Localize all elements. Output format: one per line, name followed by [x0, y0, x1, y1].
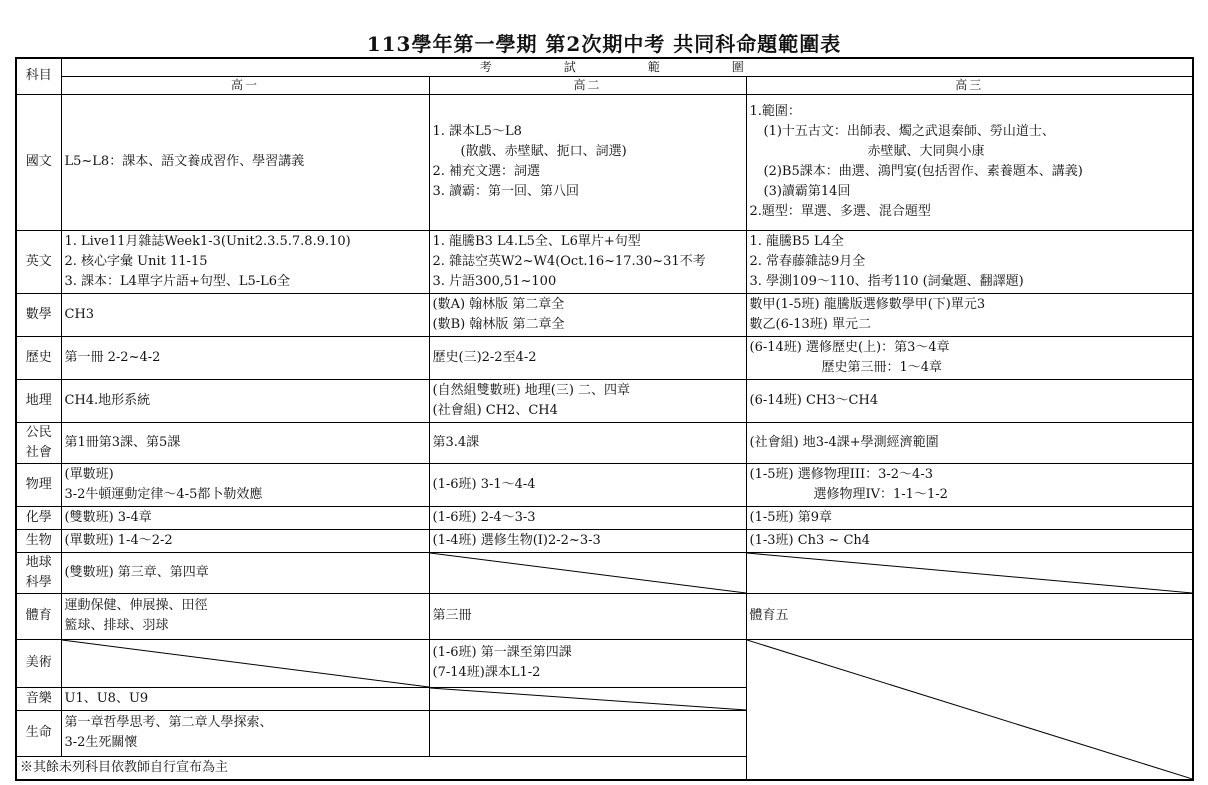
- geography-g2: [429, 379, 746, 422]
- chinese-g3: [746, 94, 1193, 230]
- art-g2-line: (7-14班)課本L1-2: [432, 665, 541, 680]
- subject-physics: 物理: [16, 463, 61, 506]
- history-g3: [746, 336, 1193, 379]
- pe-g3: 體育五: [746, 593, 1193, 639]
- math-g3-line: 數乙(6-13班) 單元二: [749, 316, 871, 332]
- g3-empty-block: [746, 639, 1193, 780]
- geography-g3: (6-14班) CH3～CH4: [746, 379, 1193, 422]
- pe-g1-line: 籃球、排球、羽球: [64, 618, 169, 633]
- earth-science-g3-empty: [746, 552, 1193, 593]
- subject-civics: [16, 422, 61, 463]
- physics-g1-line: (單數班): [64, 466, 114, 482]
- music-g1: U1、U8、U9: [61, 687, 429, 710]
- english-g1-line: 2. 核心字彙 Unit 11-15: [64, 253, 208, 269]
- subject-geography: 地理: [16, 379, 61, 422]
- chinese-g3-line: (3)讀霸第14回: [763, 184, 851, 199]
- row-civics: [16, 422, 1193, 463]
- chinese-g2-line: 2. 補充文選：詞選: [432, 164, 541, 179]
- subject-math: 數學: [16, 293, 61, 336]
- grade-1-header: 高一: [61, 76, 429, 94]
- footnote: ※其餘未列科目依教師自行宣布為主: [16, 756, 746, 780]
- english-g3-line: 1. 龍騰B5 L4全: [749, 233, 844, 249]
- math-g2-line: (數B) 翰林版 第二章全: [432, 316, 565, 332]
- header-row-scope: [16, 58, 1193, 76]
- exam-scope-table: [15, 57, 1194, 781]
- history-g2: 歷史(三)2-2至4-2: [429, 336, 746, 379]
- english-g2: [429, 230, 746, 293]
- subject-history: 歷史: [16, 336, 61, 379]
- subject-chemistry: 化學: [16, 506, 61, 529]
- physics-g3: [746, 463, 1193, 506]
- row-history: [16, 336, 1193, 379]
- history-g3-line: 歷史第三冊：1～4章: [821, 359, 943, 375]
- diagonal-line: [430, 553, 746, 593]
- geography-g1: CH4.地形系統: [61, 379, 429, 422]
- biology-g1: (單數班) 1-4～2-2: [61, 529, 429, 552]
- chinese-g1: L5~L8：課本、語文養成習作、學習講義: [61, 94, 429, 230]
- chinese-g2-line: 1. 課本L5～L8: [432, 124, 522, 139]
- diagonal-line: [747, 553, 1193, 593]
- chemistry-g3: (1-5班) 第9章: [746, 506, 1193, 529]
- chinese-g3-line: (1)十五古文：出師表、燭之武退秦師、勞山道士、: [763, 124, 1055, 139]
- subject-civics-line: 公民: [25, 424, 52, 440]
- english-g2-line: 1. 龍騰B3 L4.L5全、L6單片+句型: [432, 233, 641, 249]
- civics-g3: (社會組) 地3-4課+學測經濟範圍: [746, 422, 1193, 463]
- chinese-g3-line: (2)B5課本：曲選、鴻門宴(包括習作、素養題本、講義): [763, 164, 1083, 179]
- chinese-g2-line: (散戲、赤壁賦、扼口、詞選): [460, 144, 627, 159]
- row-physics: [16, 463, 1193, 506]
- chinese-g3-line: 赤壁賦、大同與小康: [867, 144, 985, 159]
- physics-g1-line: 3-2牛頓運動定律～4-5都卜勒效應: [64, 486, 263, 502]
- subject-earth-science-line: 科學: [25, 574, 52, 590]
- subject-header: 科目: [16, 58, 61, 94]
- art-g2-line: (1-6班) 第一課至第四課: [432, 645, 572, 660]
- grade-3-header: 高三: [746, 76, 1193, 94]
- english-g1: [61, 230, 429, 293]
- math-g1: CH3: [61, 293, 429, 336]
- subject-chinese: 國文: [16, 94, 61, 230]
- row-earth-science: [16, 552, 1193, 593]
- math-g2: [429, 293, 746, 336]
- grade-2-header: 高二: [429, 76, 746, 94]
- header-row-grades: [16, 76, 1193, 94]
- subject-art: 美術: [16, 639, 61, 687]
- art-g2: [429, 639, 746, 687]
- chemistry-g1: (雙數班) 3-4章: [61, 506, 429, 529]
- history-g3-line: (6-14班) 選修歷史(上)：第3～4章: [749, 339, 950, 355]
- diagonal-line: [62, 640, 429, 687]
- row-geography: [16, 379, 1193, 422]
- biology-g2: (1-4班) 選修生物(I)2-2~3-3: [429, 529, 746, 552]
- life-g2-empty: [429, 710, 746, 756]
- row-biology: [16, 529, 1193, 552]
- row-chinese: [16, 94, 1193, 230]
- row-art: [16, 639, 1193, 687]
- earth-science-g1: (雙數班) 第三章、第四章: [61, 552, 429, 593]
- diagonal-line: [747, 640, 1193, 779]
- subject-music: 音樂: [16, 687, 61, 710]
- row-pe: [16, 593, 1193, 639]
- scope-header: 考 試 範 圍: [61, 58, 1193, 76]
- art-g1-empty: [61, 639, 429, 687]
- physics-g3-line: 選修物理IV：1-1～1-2: [813, 486, 948, 502]
- english-g2-line: 2. 雜誌空英W2~W4(Oct.16~17.30~31不考: [432, 253, 706, 269]
- subject-pe: 體育: [16, 593, 61, 639]
- chinese-g2-line: 3. 讀霸：第一回、第八回: [432, 184, 580, 199]
- chinese-g3-line: 2.題型：單選、多選、混合題型: [749, 204, 931, 219]
- subject-english: 英文: [16, 230, 61, 293]
- english-g1-line: 3. 課本：L4單字片語+句型、L5-L6全: [64, 273, 291, 289]
- geography-g2-line: (自然組雙數班) 地理(三) 二、四章: [432, 382, 631, 398]
- physics-g3-line: (1-5班) 選修物理III：3-2～4-3: [749, 466, 933, 482]
- english-g3: [746, 230, 1193, 293]
- life-g1-line: 第一章哲學思考、第二章人學探索、: [64, 715, 273, 730]
- pe-g1-line: 運動保健、伸展操、田徑: [64, 598, 208, 613]
- pe-g2: 第三冊: [429, 593, 746, 639]
- subject-biology: 生物: [16, 529, 61, 552]
- life-g1: [61, 710, 429, 756]
- chinese-g3-line: 1.範圍：: [749, 104, 801, 119]
- row-chemistry: [16, 506, 1193, 529]
- chemistry-g2: (1-6班) 2-4～3-3: [429, 506, 746, 529]
- physics-g2: (1-6班) 3-1～4-4: [429, 463, 746, 506]
- biology-g3: (1-3班) Ch3 ~ Ch4: [746, 529, 1193, 552]
- history-g1: 第一冊 2-2~4-2: [61, 336, 429, 379]
- civics-g1: 第1冊第3課、第5課: [61, 422, 429, 463]
- english-g1-line: 1. Live11月雜誌Week1-3(Unit2.3.5.7.8.9.10): [64, 233, 351, 249]
- life-g1-line: 3-2生死關懷: [64, 735, 138, 750]
- row-english: [16, 230, 1193, 293]
- diagonal-line: [430, 688, 746, 710]
- chinese-g2: [429, 94, 746, 230]
- physics-g1: [61, 463, 429, 506]
- music-g2-empty: [429, 687, 746, 710]
- english-g3-line: 2. 常春藤雜誌9月全: [749, 253, 866, 269]
- english-g2-line: 3. 片語300,51~100: [432, 273, 557, 289]
- subject-earth-science-line: 地球: [25, 554, 52, 570]
- math-g3-line: 數甲(1-5班) 龍騰版選修數學甲(下)單元3: [749, 296, 986, 312]
- earth-science-g2-empty: [429, 552, 746, 593]
- row-math: [16, 293, 1193, 336]
- subject-earth-science: [16, 552, 61, 593]
- civics-g2: 第3.4課: [429, 422, 746, 463]
- math-g3: [746, 293, 1193, 336]
- geography-g2-line: (社會組) CH2、CH4: [432, 402, 558, 418]
- pe-g1: [61, 593, 429, 639]
- math-g2-line: (數A) 翰林版 第二章全: [432, 296, 565, 312]
- subject-civics-line: 社會: [25, 444, 52, 460]
- subject-life: 生命: [16, 710, 61, 756]
- page-title: 113學年第一學期 第2次期中考 共同科命題範圍表: [366, 32, 842, 56]
- english-g3-line: 3. 學測109～110、指考110 (詞彙題、翻譯題): [749, 273, 1024, 289]
